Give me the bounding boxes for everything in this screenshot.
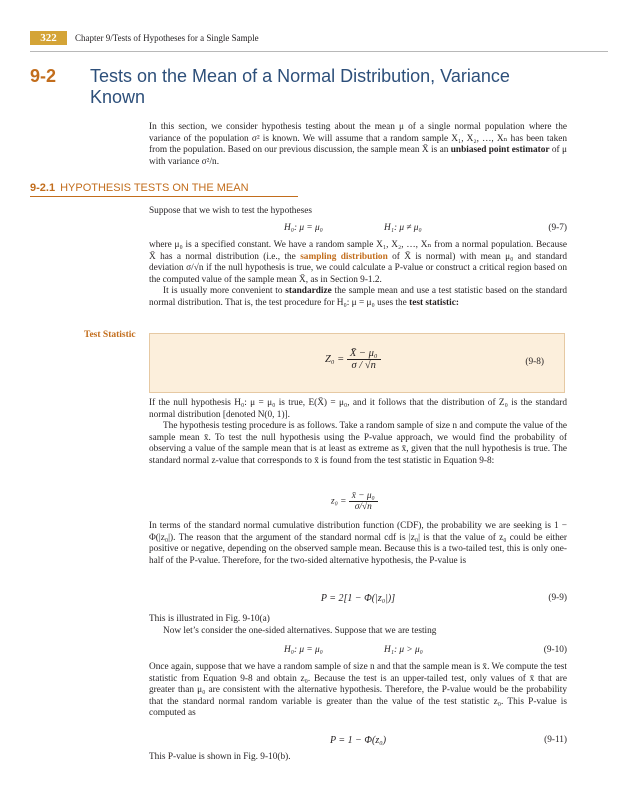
- test-statistic-box: [149, 333, 565, 393]
- eq97-h0: H₀: μ = μ₀: [284, 223, 323, 233]
- test-statistic-formula: Z₀ = $\frac{\text{X̄ − μ₀}}{\sigma / √n}$: [325, 348, 381, 371]
- running-title: Chapter 9/Tests of Hypotheses for a Single Sample: [75, 33, 259, 43]
- eq911-formula: P = 1 − Φ(z₀): [329, 735, 387, 746]
- z-denominator: σ/√n: [354, 502, 372, 512]
- z-numerator: x̄ − μ₀: [349, 491, 378, 502]
- eq99-formula: P = 2[1 − Φ(|z₀|)]: [320, 593, 396, 604]
- eq99-number: (9-9): [548, 593, 567, 603]
- equation-9-11: [149, 735, 567, 748]
- running-header: [30, 31, 259, 45]
- procedure-paragraph: The hypothesis testing procedure is as follows. Take a random sample of size n and compute the value of the sample mean x̄. To test the null hypothesis using the P-value approach, we would find the probability of observing a value of the sample mean that is at least as extreme as x̄, given that the null hypothesis is true. The standard normal z-value that corresponds to x̄ is found from the test statistic in Equation 9-8:: [149, 421, 567, 466]
- equation-9-10: [149, 645, 567, 658]
- null-paragraph: If the null hypothesis H₀: μ = μ₀ is true, E(X̄) = μ₀, and it follows that the distribution of Z₀ is the standard normal distribution [denoted N(0, 1)]. The hypothesis testing procedure is as follows. Take a random sample of size n and compute the value of the sample mean x̄. To test the null hypothesis using the P-value approach, we would find the probability of observing a value of the sample mean that is at least as extreme as x̄, given that the null hypothesis is true. The standard normal z-value that corresponds to x̄ is found from the test statistic in Equation 9-8:: [149, 398, 567, 466]
- fig-b-paragraph: This P-value is shown in Fig. 9-10(b).: [149, 752, 291, 762]
- z-formula: z₀ = $\frac{\text{x̄ − μ₀}}{\sigma/√n}$: [149, 491, 567, 519]
- eq97-number: (9-7): [548, 223, 567, 233]
- suppose-paragraph: Suppose that we wish to test the hypotheses: [149, 206, 312, 216]
- equation-9-7: [149, 223, 567, 236]
- one-sided-paragraph: Now let’s consider the one-sided alternatives. Suppose that we are testing: [163, 625, 437, 636]
- subsection-heading: [30, 182, 298, 197]
- section-number: 9-2: [30, 66, 57, 86]
- test-statistic-label: Test Statistic: [84, 330, 136, 340]
- sampling-distribution-link[interactable]: sampling distribution: [300, 251, 388, 262]
- equation-9-9: [149, 593, 567, 606]
- ts-numerator: X̄ − μ₀: [347, 348, 381, 360]
- fig-a-paragraph: This is illustrated in Fig. 9-10(a) Now let’s consider the one-sided alternatives. Suppose that we are testing: [149, 614, 567, 637]
- eq97-h1: H₁: μ ≠ μ₀: [384, 223, 422, 233]
- cdf-paragraph: In terms of the standard normal cumulative distribution function (CDF), the probability we are seeking is 1 − Φ(|z₀|). The reason that the argument of the standard normal cdf is |z₀| is that the value of z₀ could be either positive or negative, depending on the observed sample mean. Because this is a two-tailed test, this is only one-half of the P-value. Therefore, for the two-sided alternative hypothesis, the P-value is: [149, 521, 567, 566]
- eq910-h1: H₁: μ > μ₀: [384, 645, 423, 655]
- ts-denominator: σ / √n: [351, 360, 376, 371]
- again-paragraph: Once again, suppose that we have a random sample of size n and that the sample mean is x̄. We compute the test statistic from Equation 9-8 and obtain z₀. Because the test is an upper-tailed test, only values of x̄ that are greater than μ₀ are consistent with the alternative hypothesis. Therefore, the P-value would be the probability that the standard normal random variable is greater than the value of the test statistic z₀. This P-value is computed as: [149, 662, 567, 719]
- eq910-h0: H₀: μ = μ₀: [284, 645, 323, 655]
- eq910-number: (9-10): [543, 645, 567, 655]
- section-title: Tests on the Mean of a Normal Distribution, Variance Known: [90, 66, 510, 107]
- eq911-number: (9-11): [544, 735, 567, 745]
- intro-paragraph: In this section, we consider hypothesis testing about the mean μ of a single normal population where the variance of the population σ² is known. We will assume that a random sample X₁, X₂, …, Xₙ has been taken from the population. Based on our previous discussion, the sample mean X̄ is an unbiased point estimator of μ with variance σ²/n.: [149, 122, 567, 167]
- standardize-paragraph: It is usually more convenient to standardize the sample mean and use a test statistic based on the standard normal distribution. That is, the test procedure for H₀: μ = μ₀ uses the test statistic:: [149, 286, 567, 308]
- eq98-number: (9-8): [525, 357, 544, 367]
- subsection-number: 9-2.1: [30, 182, 56, 194]
- subsection-title: HYPOTHESIS TESTS ON THE MEAN: [60, 182, 249, 194]
- where-paragraph: where μ₀ is a specified constant. We have a random sample X₁, X₂, …, Xₙ from a normal population. Because X̄ has a normal distribution (i.e., the sampling distribution of X̄ is normal) with mean μ₀ and standard deviation σ/√n if the null hypothesis is true, we could calculate a P-value or construct a critical region based on the computed value of the sample mean X̄, as in Section 9-1.2. It is usually more convenient to standardize the sample mean and use a test statistic based on the standard normal distribution. That is, the test procedure for H₀: μ = μ₀ uses the test statistic:: [149, 240, 568, 308]
- page-number: 322: [30, 31, 67, 45]
- header-rule: [30, 51, 608, 52]
